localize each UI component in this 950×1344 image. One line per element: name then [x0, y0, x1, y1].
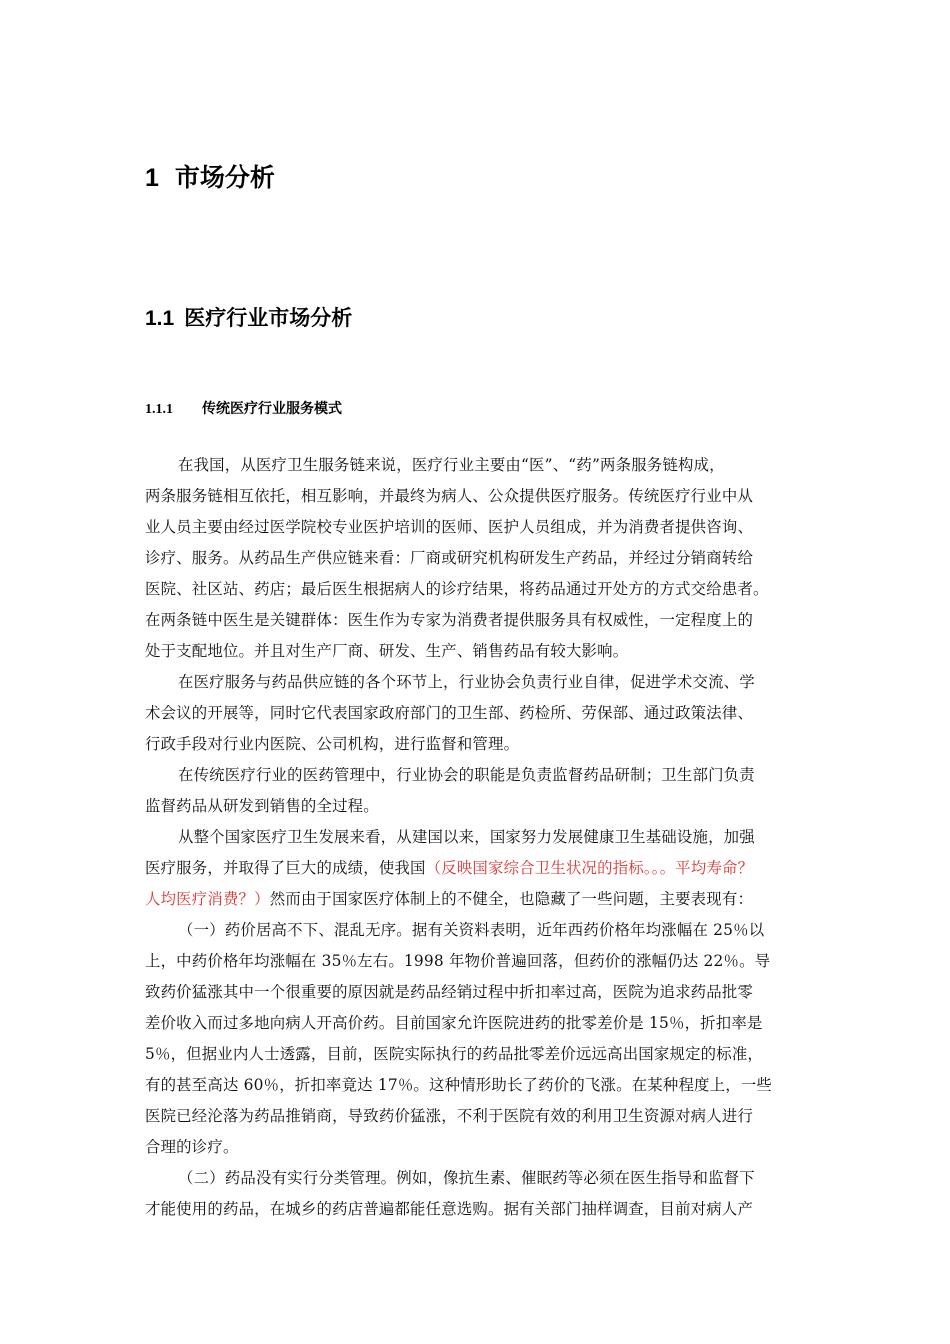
paragraph-line: [145, 853, 813, 884]
paragraph-line: 术会议的开展等，同时它代表国家政府部门的卫生部、药检所、劳保部、通过政策法律、: [145, 704, 754, 722]
paragraph-line: 从整个国家医疗卫生发展来看，从建国以来，国家努力发展健康卫生基础设施，加强: [178, 828, 755, 846]
paragraph-line: 业人员主要由经过医学院校专业医护培训的医师、医护人员组成，并为消费者提供咨询、: [145, 518, 754, 536]
paragraph-line: 监督药品从研发到销售的全过程。: [145, 797, 379, 815]
paragraph-line: 5％，但据业内人士透露，目前，医院实际执行的药品批零差价远远高出国家规定的标准，: [145, 1045, 764, 1063]
subsection-title: 传统医疗行业服务模式: [202, 402, 342, 417]
section-heading: [145, 302, 352, 332]
paragraph-line: 诊疗、服务。从药品生产供应链来看：厂商或研究机构研发生产药品，并经过分销商转给: [145, 549, 754, 567]
highlighted-note: 人均医疗消费？）: [145, 890, 270, 908]
paragraph-line: 医院、社区站、药店；最后医生根据病人的诊疗结果，将药品通过开处方的方式交给患者。: [145, 580, 769, 598]
section-title: 医疗行业市场分析: [184, 307, 353, 330]
paragraph-line: 在医疗服务与药品供应链的各个环节上，行业协会负责行业自律，促进学术交流、学: [178, 673, 755, 691]
body-text: [145, 450, 813, 1225]
paragraph-line: 处于支配地位。并且对生产厂商、研发、生产、销售药品有较大影响。: [145, 642, 629, 660]
paragraph-line: [145, 884, 813, 915]
chapter-title: 市场分析: [174, 164, 275, 192]
paragraph-line: （一）药价居高不下、混乱无序。据有关资料表明，近年西药价格年均涨幅在 25％以: [178, 921, 765, 939]
paragraph-line: 医院已经沦落为药品推销商，导致药价猛涨，不利于医院有效的利用卫生资源对病人进行: [145, 1107, 754, 1125]
paragraph-line: 在我国，从医疗卫生服务链来说，医疗行业主要由“医”、“药”两条服务链构成，: [178, 456, 725, 474]
line-text: 然而由于国家医疗体制上的不健全，也隐藏了一些问题，主要表现有：: [269, 890, 754, 908]
line-text: 医疗服务，并取得了巨大的成绩，使我国: [145, 859, 426, 877]
chapter-heading: [145, 158, 275, 194]
paragraph-line: （二）药品没有实行分类管理。例如，像抗生素、催眠药等必须在医生指导和监督下: [178, 1169, 755, 1187]
paragraph-line: 在传统医疗行业的医药管理中，行业协会的职能是负责监督药品研制；卫生部门负责: [178, 766, 755, 784]
section-number: 1.1: [145, 307, 175, 330]
paragraph-line: 有的甚至高达 60％，折扣率竟达 17％。这种情形助长了药价的飞涨。在某种程度上，一些: [145, 1076, 773, 1094]
paragraph-line: 致药价猛涨其中一个很重要的原因就是药品经销过程中折扣率过高，医院为追求药品批零: [145, 983, 754, 1001]
subsection-number: 1.1.1: [145, 402, 173, 417]
subsection-heading: [145, 398, 342, 418]
paragraph-line: 两条服务链相互依托，相互影响，并最终为病人、公众提供医疗服务。传统医疗行业中从: [145, 487, 754, 505]
paragraph-line: 差价收入而过多地向病人开高价药。目前国家允许医院进药的批零差价是 15％，折扣率是: [145, 1014, 763, 1032]
paragraph-line: 行政手段对行业内医院、公司机构，进行监督和管理。: [145, 735, 520, 753]
paragraph-line: 上，中药价格年均涨幅在 35％左右。1998 年物价普遍回落，但药价的涨幅仍达 22％。导: [145, 952, 771, 970]
chapter-number: 1: [145, 164, 159, 192]
paragraph-line: 在两条链中医生是关键群体：医生作为专家为消费者提供服务具有权威性，一定程度上的: [145, 611, 754, 629]
paragraph-line: 合理的诊疗。: [145, 1138, 239, 1156]
paragraph-line: 才能使用的药品，在城乡的药店普遍都能任意选购。据有关部门抽样调查，目前对病人产: [145, 1200, 754, 1218]
highlighted-note: （反映国家综合卫生状况的指标。。。平均寿命？: [425, 859, 754, 877]
